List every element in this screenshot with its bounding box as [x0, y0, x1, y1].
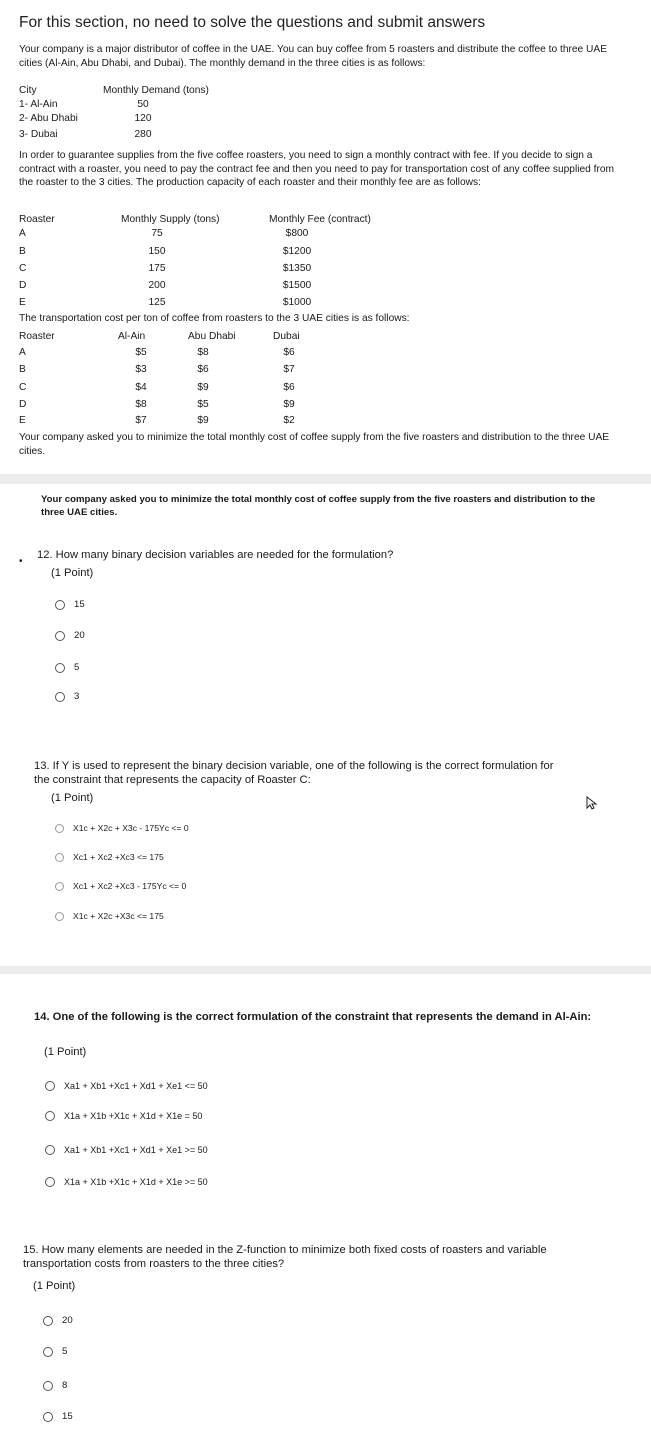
option-label: 5	[74, 662, 80, 673]
supply-row-roaster: A	[19, 228, 26, 239]
q15-option-3[interactable]	[43, 1380, 67, 1391]
intro-paragraph-2: In order to guarantee supplies from the five coffee roasters, you need to sign a monthly contract with fee. If you decide to sign a contract with a roaster, you need to pay the contract fee and then you need to pay for transportation cost of any coffee supplied from the roaster to the 3 cities. The production capacity of each roaster and their monthly fee are as follows:	[19, 150, 615, 188]
question-15-text: 15. How many elements are needed in the Z-function to minimize both fixed costs of roasters and variable transportation costs from roasters to the three cities?	[23, 1244, 547, 1270]
section-divider	[0, 474, 651, 484]
q13-option-4[interactable]	[55, 911, 164, 921]
option-label: Xa1 + Xb1 +Xc1 + Xd1 + Xe1 >= 50	[64, 1145, 208, 1155]
q13-option-1[interactable]	[55, 823, 189, 833]
question-13-points: (1 Point)	[51, 792, 94, 804]
q14-option-4[interactable]	[45, 1177, 208, 1187]
supply-row-supply: 75	[151, 228, 163, 239]
option-label: X1a + X1b +X1c + X1d + X1e = 50	[64, 1111, 203, 1121]
question-13-text: 13. If Y is used to represent the binary decision variable, one of the following is the correct formulation for the constraint that represents the capacity of Roaster C:	[34, 760, 554, 786]
radio-icon[interactable]	[55, 600, 65, 610]
q14-option-1[interactable]	[45, 1081, 208, 1091]
option-label: 8	[62, 1380, 68, 1391]
section-heading: For this section, no need to solve the questions and submit answers	[19, 14, 486, 31]
demand-row-city: 2- Abu Dhabi	[19, 113, 78, 124]
objective-statement: Your company asked you to minimize the total monthly cost of coffee supply from the five roasters and distribution to the three UAE cities.	[19, 432, 610, 457]
transport-intro: The transportation cost per ton of coffee from roasters to the 3 UAE cities is as follows:	[19, 313, 410, 324]
q12-option-2[interactable]	[55, 630, 85, 641]
option-label: 15	[74, 599, 85, 610]
radio-icon[interactable]	[55, 692, 65, 702]
section-divider	[0, 966, 651, 974]
transport-row-roaster: B	[19, 364, 26, 375]
q12-option-4[interactable]	[55, 691, 79, 702]
supply-header-fee: Monthly Fee (contract)	[269, 214, 371, 225]
option-label: 20	[62, 1315, 73, 1326]
q12-option-3[interactable]	[55, 662, 79, 673]
supply-row-supply: 175	[148, 263, 166, 274]
radio-icon[interactable]	[55, 853, 64, 862]
mouse-cursor-icon	[586, 796, 598, 810]
transport-cell: $5	[135, 347, 147, 358]
transport-cell: $9	[283, 399, 295, 410]
question-15-points: (1 Point)	[33, 1280, 76, 1292]
question-12-text: 12. How many binary decision variables are needed for the formulation?	[37, 549, 394, 561]
radio-icon[interactable]	[55, 631, 65, 641]
transport-cell: $6	[197, 364, 209, 375]
question-14-text: 14. One of the following is the correct formulation of the constraint that represents the demand in Al-Ain:	[34, 1011, 592, 1023]
option-label: Xc1 + Xc2 +Xc3 - 175Yc <= 0	[73, 881, 187, 891]
radio-icon[interactable]	[55, 663, 65, 673]
supply-row-roaster: B	[19, 246, 26, 257]
q14-option-3[interactable]	[45, 1145, 208, 1155]
supply-row-roaster: D	[19, 280, 27, 291]
radio-icon[interactable]	[43, 1412, 53, 1422]
demand-row-city: 3- Dubai	[19, 129, 58, 140]
option-label: Xa1 + Xb1 +Xc1 + Xd1 + Xe1 <= 50	[64, 1081, 208, 1091]
bullet-marker: •	[19, 556, 23, 567]
option-label: Xc1 + Xc2 +Xc3 <= 175	[73, 852, 164, 862]
option-label: X1c + X2c + X3c - 175Yc <= 0	[73, 823, 189, 833]
transport-header-abudhabi: Abu Dhabi	[188, 331, 236, 342]
transport-cell: $3	[135, 364, 147, 375]
transport-cell: $9	[197, 382, 209, 393]
supply-row-fee: $800	[285, 228, 309, 239]
demand-header-city: City	[19, 85, 37, 96]
transport-cell: $8	[197, 347, 209, 358]
supply-row-fee: $1200	[282, 246, 312, 257]
q15-option-1[interactable]	[43, 1315, 73, 1326]
q15-option-2[interactable]	[43, 1346, 67, 1357]
transport-cell: $8	[135, 399, 147, 410]
demand-row-value: 50	[137, 99, 149, 110]
demand-row-value: 120	[134, 113, 152, 124]
radio-icon[interactable]	[45, 1177, 55, 1187]
q12-option-1[interactable]	[55, 599, 85, 610]
supply-row-fee: $1500	[282, 280, 312, 291]
intro-paragraph-1: Your company is a major distributor of coffee in the UAE. You can buy coffee from 5 roasters and distribute the coffee to three UAE cities (Al-Ain, Abu Dhabi, and Dubai). The monthly demand in the three cities is as follows:	[19, 44, 608, 69]
supply-row-roaster: C	[19, 263, 27, 274]
demand-row-value: 280	[134, 129, 152, 140]
transport-cell: $7	[135, 415, 147, 426]
option-label: X1a + X1b +X1c + X1d + X1e >= 50	[64, 1177, 208, 1187]
option-label: 15	[62, 1411, 73, 1422]
radio-icon[interactable]	[45, 1111, 55, 1121]
radio-icon[interactable]	[45, 1145, 55, 1155]
option-label: 20	[74, 630, 85, 641]
transport-row-roaster: C	[19, 382, 27, 393]
question-14-points: (1 Point)	[44, 1046, 87, 1058]
objective-repeat: Your company asked you to minimize the total monthly cost of coffee supply from the five roasters and distribution to the three UAE cities.	[41, 494, 596, 518]
transport-cell: $9	[197, 415, 209, 426]
transport-header-roaster: Roaster	[19, 331, 55, 342]
transport-cell: $7	[283, 364, 295, 375]
q13-option-2[interactable]	[55, 852, 164, 862]
radio-icon[interactable]	[43, 1316, 53, 1326]
transport-cell: $2	[283, 415, 295, 426]
radio-icon[interactable]	[55, 824, 64, 833]
q15-option-4[interactable]	[43, 1411, 73, 1422]
option-label: X1c + X2c +X3c <= 175	[73, 911, 164, 921]
transport-cell: $6	[283, 382, 295, 393]
radio-icon[interactable]	[45, 1081, 55, 1091]
transport-row-roaster: D	[19, 399, 27, 410]
demand-header-demand: Monthly Demand (tons)	[103, 85, 209, 96]
transport-cell: $5	[197, 399, 209, 410]
option-label: 3	[74, 691, 80, 702]
option-label: 5	[62, 1346, 68, 1357]
transport-row-roaster: A	[19, 347, 26, 358]
transport-header-dubai: Dubai	[273, 331, 300, 342]
q14-option-2[interactable]	[45, 1111, 202, 1121]
supply-header-supply: Monthly Supply (tons)	[121, 214, 220, 225]
supply-header-roaster: Roaster	[19, 214, 55, 225]
radio-icon[interactable]	[55, 882, 64, 891]
radio-icon[interactable]	[43, 1381, 53, 1391]
radio-icon[interactable]	[55, 912, 64, 921]
supply-row-supply: 200	[148, 280, 166, 291]
q13-option-3[interactable]	[55, 881, 186, 891]
supply-row-fee: $1000	[282, 297, 312, 308]
supply-row-fee: $1350	[282, 263, 312, 274]
transport-cell: $4	[135, 382, 147, 393]
transport-header-alain: Al-Ain	[118, 331, 146, 342]
question-12-points: (1 Point)	[51, 567, 94, 579]
supply-row-roaster: E	[19, 297, 26, 308]
radio-icon[interactable]	[43, 1347, 53, 1357]
demand-row-city: 1- Al-Ain	[19, 99, 58, 110]
supply-row-supply: 150	[148, 246, 166, 257]
transport-row-roaster: E	[19, 415, 26, 426]
transport-cell: $6	[283, 347, 295, 358]
supply-row-supply: 125	[148, 297, 166, 308]
